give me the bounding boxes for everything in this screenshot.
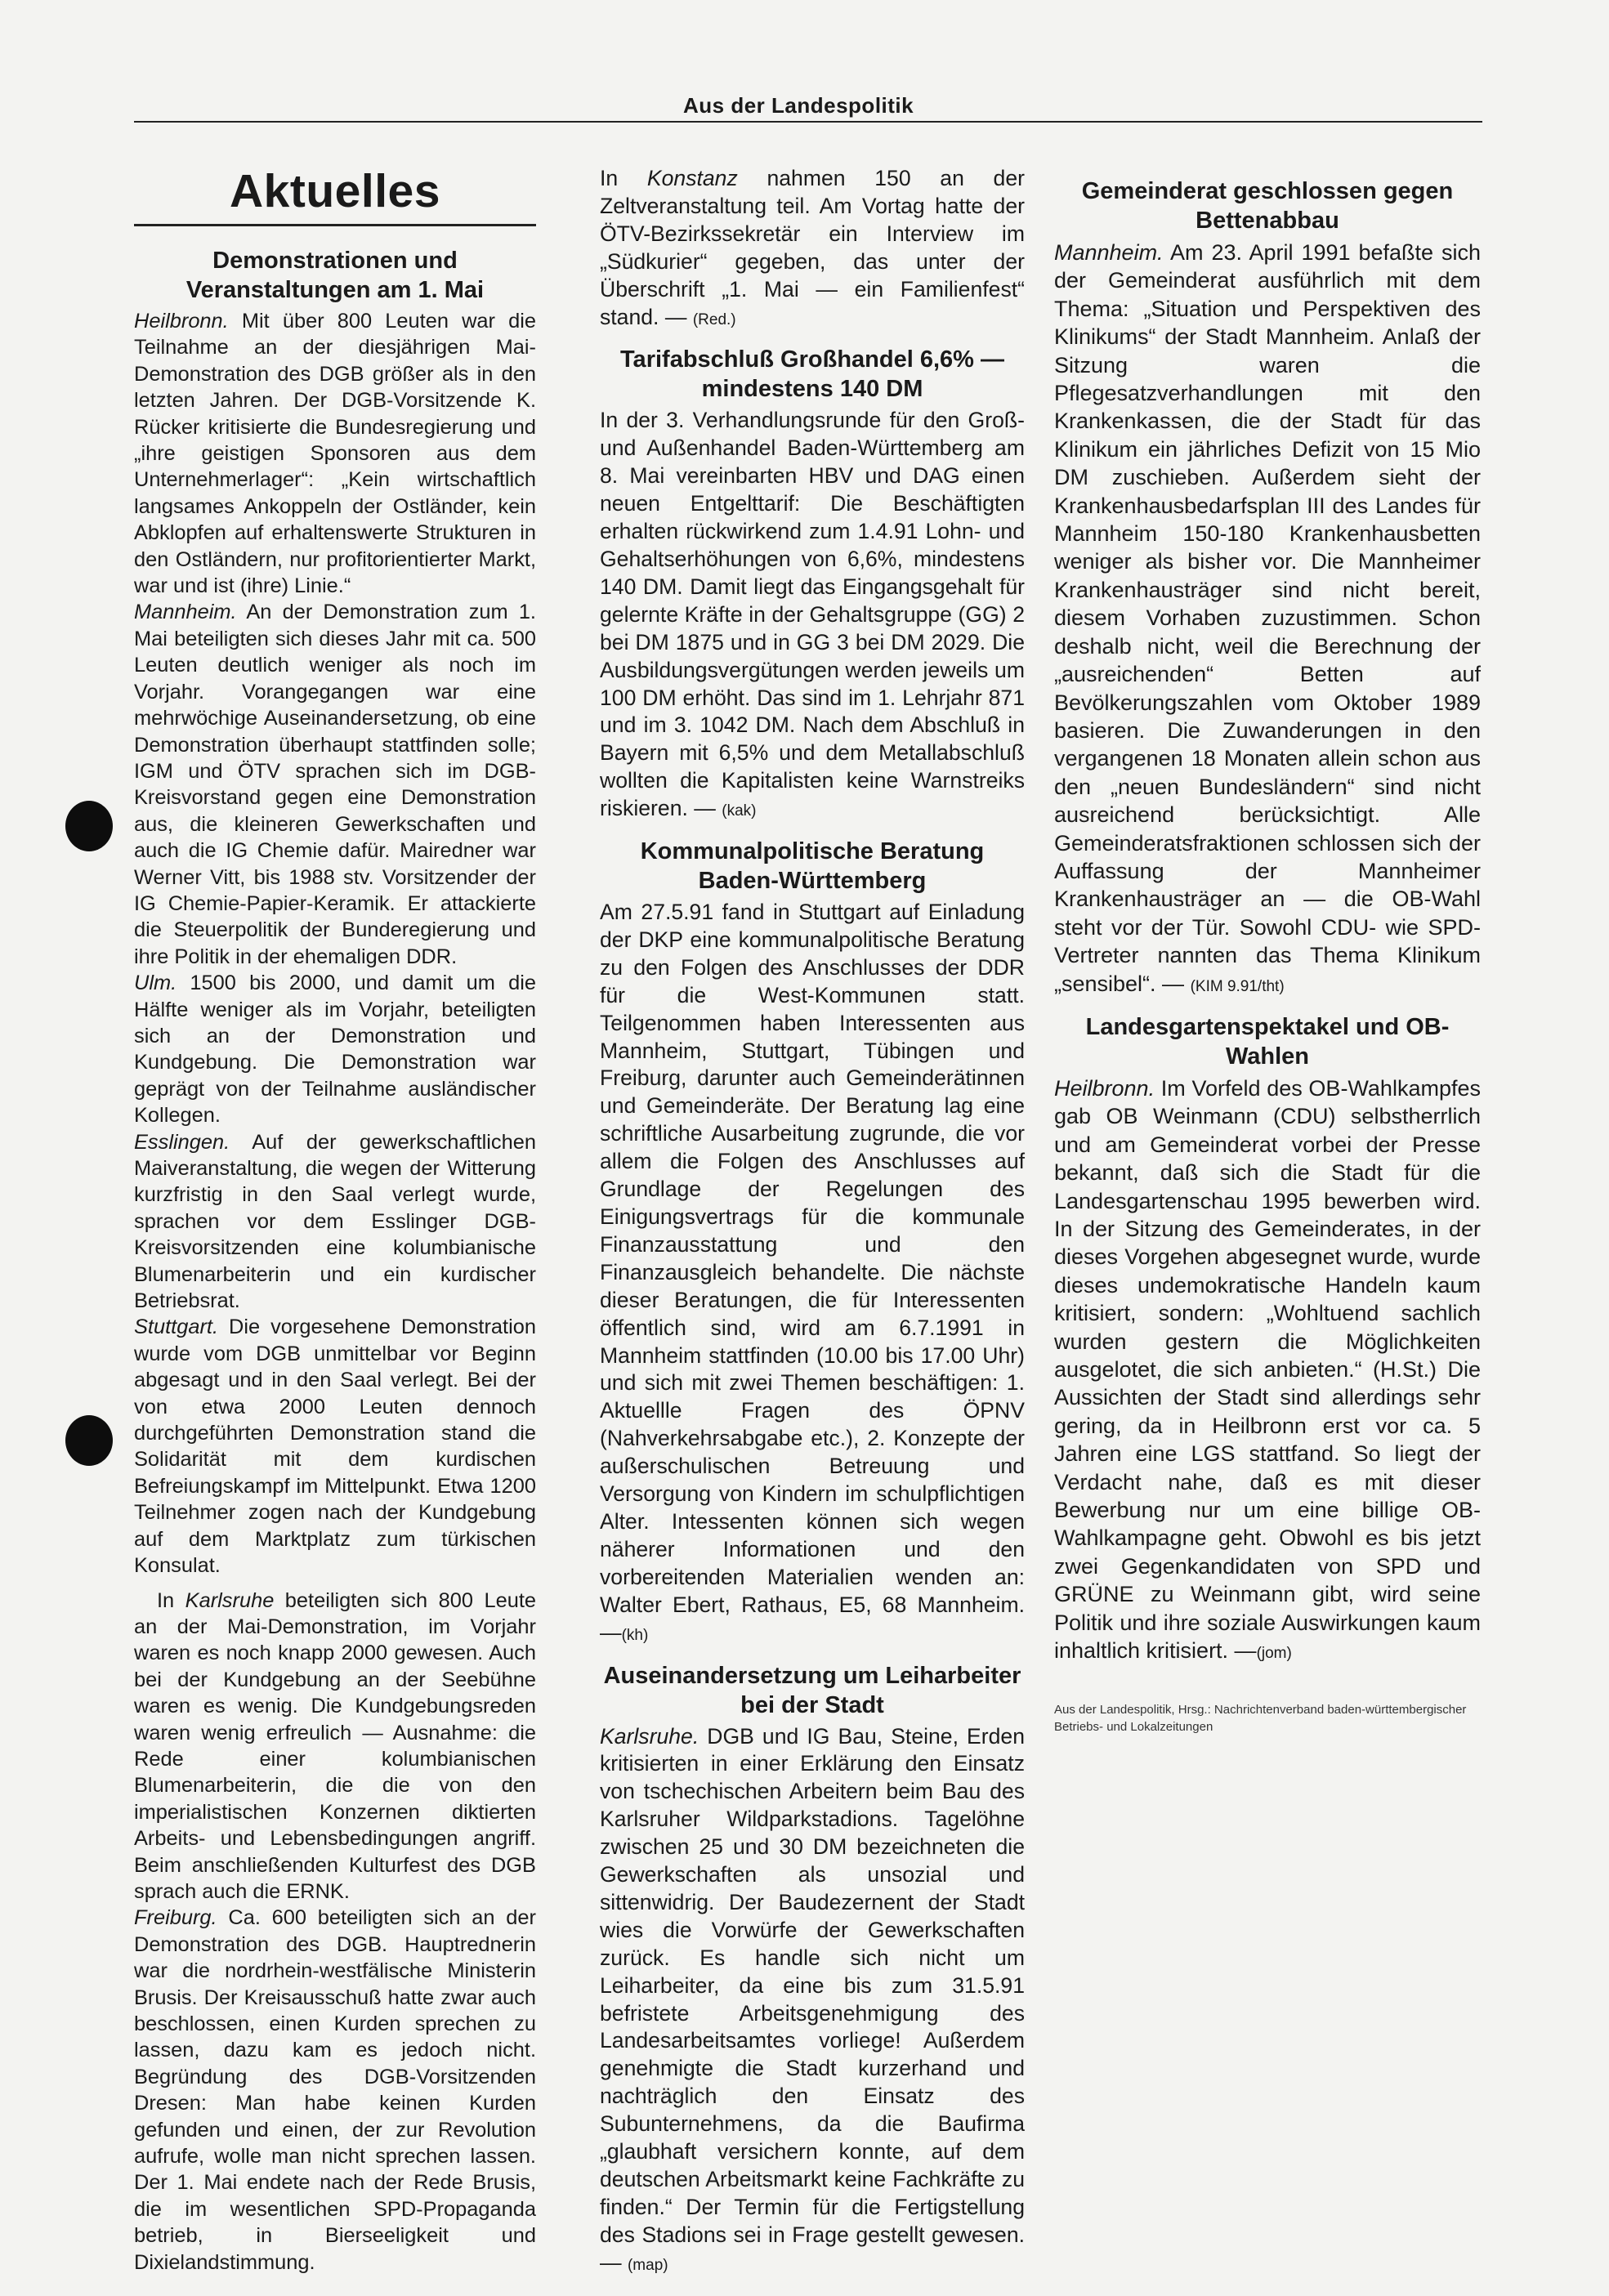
paragraph-text: beteiligten sich 800 Leute an der Mai-Demonstration, im Vorjahr waren es noch knapp 2000 gewesen. Auch bei der Kundgebung an der Seebühne waren es wenig. Die Kundgebungsreden waren wenig erfreulich — Ausnahme: die Rede einer kolumbianischen Blumenarbeiterin, die die von den imperialistischen Konzernen diktierten Arbeits- und Lebensbedingungen angriff. Beim anschließenden Kulturfest des DGB sprach auch die ERNK. <box>134 1588 537 1903</box>
column-1 <box>134 165 536 2276</box>
place-name: Mannheim. <box>1054 240 1164 265</box>
paragraph-text: Auf der gewerkschaftlichen Maiveranstaltung, die wegen der Witterung kurzfristig in den Saal verlegt wurde, sprachen vor dem Esslinger DGB-Kreisvorsitzenden eine kolumbianische Blumenarbeiterin und ein kurdischer Betriebsrat. <box>134 1130 536 1313</box>
publisher-footnote: Aus der Landespolitik, Hrsg.: Nachrichtenverband baden-württembergischer Betriebs- und Lokalzeitungen <box>1054 1702 1467 1734</box>
paragraph <box>134 970 536 1128</box>
paragraph-text: 1500 bis 2000, und damit um die Hälfte weniger als im Vorjahr, beteiligten sich an der Demonstration und Kundgebung. Die Demonstration war geprägt von der Teilnahme ausländischer Kollegen. <box>134 972 536 1128</box>
author-signature: (kh) <box>621 1626 649 1644</box>
paragraph <box>600 165 1025 333</box>
paragraph <box>1054 1074 1481 1668</box>
paragraph-text: Ca. 600 beteiligten sich an der Demonstration des DGB. Hauptrednerin war die nordrhein-westfälische Ministerin Brusis. Der Kreisausschuß hatte zwar auch beschlossen, einen Kurden sprechen zu lassen, dazu kam es jedoch nicht. Begründung des DGB-Vorsitzenden Dresen: Man habe keinen Kurden gefunden und einen, der zur Revolution aufrufe, wolle man nicht sprechen lassen. Der 1. Mai endete nach der Rede Brusis, die im wesentlichen SPD-Propaganda betrieb, in Bierseeligkeit und Dixielandstimmung. <box>134 1906 536 2274</box>
column-3 <box>1054 165 1481 1735</box>
paragraph-pre: In <box>157 1588 185 1612</box>
paragraph-text: Mit über 800 Leuten war die Teilnahme an der diesjährigen Mai-Demonstration des DGB größer als in den letzten Jahren. Der DGB-Vorsitzende K. Rücker kritisierte die Bundesregierung und „ihre geistigen Sponsoren aus dem Unternehmerlager“: „Kein wirtschaftlich langsames Ankoppeln der Ostländer, kein Abklopfen auf erhaltenswerte Strukturen in den Ostländern, nur profitorientierter Markt, war und ist (ihre) Linie.“ <box>134 310 536 598</box>
paragraph-text: In der 3. Verhandlungsrunde für den Groß- und Außenhandel Baden-Württemberg am 8. Mai vereinbarten HBV und DAG einen neuen Entgelttarif: Die Beschäftigten erhalten rückwirkend zum 1.4.91 Lohn- und Gehaltserhöhungen von 6,6%, mindestens 140 DM. Damit liegt das Eingangsgehalt für gelernte Kräfte in der Gehaltsgruppe (GG) 2 bei DM 1875 und in GG 3 bei DM 2029. Die Ausbildungsvergütungen werden jeweils um 100 DM erhöht. Das sind im 1. Lehrjahr 871 und im 3. 1042 DM. Nach dem Abschluß in Bayern mit 6,5% und dem Metallabschluß wollten die Kapitalisten keine Warnstreiks riskieren. — <box>600 408 1025 821</box>
author-signature: (Red.) <box>692 310 736 328</box>
place-name: Esslingen. <box>134 1130 230 1154</box>
article-headline: Landesgartenspektakel und OB-Wahlen <box>1085 1013 1450 1070</box>
paragraph <box>134 599 536 970</box>
section-title: Aktuelles <box>230 165 440 217</box>
paragraph-text: Am 27.5.91 fand in Stuttgart auf Einladung der DKP eine kommunalpolitische Beratung zu den Folgen des Anschlusses der DDR für die West-Kommunen statt. Teilgenommen haben Interessenten aus Mannheim, Stuttgart, Tübingen und Freiburg, darunter auch Gemeinderätinnen und Gemeinderäte. Der Beratung lag eine schriftliche Ausarbeitung zugrunde, die vor allem die Folgen des Anschlusses auf Grundlage der Regelungen des Einigungsvertrags für die kommunale Finanzausstattung und den Finanzausgleich behandelte. Die nächste dieser Beratungen, die für Interessenten öffentlich sind, wird am 6.7.1991 in Mannheim stattfinden (10.00 bis 17.00 Uhr) und sich mit zwei Themen beschäftigen: 1. Aktuellle Fragen des ÖPNV (Nahverkehrsabgabe etc.), 2. Konzepte der außerschulischen Betreuung und Versorgung von Kindern im schulpflichtigen Alter. Intessenten können sich wegen näherer Informationen und den vorbereitenden Materialien wenden an: Walter Ebert, Rathaus, E5, 68 Mannheim. — <box>600 900 1025 1645</box>
paragraph <box>600 899 1025 1649</box>
place-name: Karlsruhe <box>185 1588 275 1612</box>
article-headline: Tarifabschluß Großhandel 6,6% — mindestens 140 DM <box>620 346 1004 403</box>
punch-hole <box>65 801 113 851</box>
paragraph <box>134 1905 536 2276</box>
paragraph-text: Am 23. April 1991 befaßte sich der Gemeinderat ausführlich mit dem Thema: „Situation und Perspektiven des Klinikums“ der Stadt Mannheim. Anlaß der Sitzung waren die Pflegesatzverhandlungen mit den Krankenkassen, die der Stadt für das Klinikum ein jährliches Defizit von 15 Mio DM zuschieben. Außerdem sieht der Krankenhausbedarfsplan III des Landes für Mannheim 150-180 Krankenhausbetten weniger als bisher vor. Die Mannheimer Krankenhausträger sind nicht bereit, diesem Vorhaben zuzustimmen. Schon deshalb nicht, weil die Berechnung der „ausreichenden“ Betten auf Bevölkerungszahlen vom Oktober 1989 basieren. Die Zuwanderungen in den vergangenen 18 Monaten allein schon aus den „neuen Bundesländern“ sind nicht ausreichend berücksichtigt. Alle Gemeinderatsfraktionen schlossen sich der Auffassung der Mannheimer Krankenhausträger an — die OB-Wahl steht vor der Tür. Sowohl CDU- wie SPD-Vertreter nannten das Thema Klinikum „sensibel“. — <box>1054 240 1481 996</box>
column-2 <box>600 165 1025 2280</box>
article-headline: Demonstrationen und Veranstaltungen am 1. Mai <box>185 248 485 303</box>
article-headline: Gemeinderat geschlossen gegen Bettenabbau <box>1081 178 1454 234</box>
paragraph <box>134 308 536 599</box>
paragraph <box>134 1129 536 1315</box>
place-name: Mannheim. <box>134 601 237 624</box>
paragraph-text: Die vorgesehene Demonstration wurde vom DGB unmittelbar vor Beginn abgesagt und in den Saal verlegt. Bei der von etwa 2000 Leuten dennoch durchgeführten Demonstration stand die Solidarität mit dem kurdischen Befreiungskampf im Mittelpunkt. Etwa 1200 Teilnehmer zogen nach der Kundgebung auf dem Marktplatz zum türkischen Konsulat. <box>134 1316 536 1578</box>
place-name: Heilbronn. <box>134 310 229 333</box>
place-name: Freiburg. <box>134 1906 217 1930</box>
paragraph-text: nahmen 150 an der Zeltveranstaltung teil. Am Vortag hatte der ÖTV-Bezirkssekretär ein Interview im „Südkurier“ gegeben, das unter der Überschrift „1. Mai — ein Familienfest“ stand. — <box>600 166 1025 329</box>
paragraph-text: Im Vorfeld des OB-Wahlkampfes gab OB Weinmann (CDU) selbstherrlich und am Gemeinderat vorbei der Presse bekannt, daß sich die Stadt für die Landesgartenschau 1995 bewerben wird. In der Sitzung des Gemeinderates, in der dieses Vorgehen abgesegnet wurde, wurde dieses undemokratische Handeln kaum kritisiert, sondern: „Wohltuend sachlich wurden gestern die Möglichkeiten ausgelotet, die sich anbieten.“ (H.St.) Die Aussichten der Stadt sind allerdings sehr gering, da in Heilbronn erst vor ca. 5 Jahren eine LGS stattfand. So liegt der Verdacht nahe, daß es mit dieser Bewerbung nur um eine billige OB-Wahlkampagne geht. Obwohl es bis jetzt zwei Gegenkandidaten von SPD und GRÜNE zu Weinmann gibt, wird seine Politik und ihre soziale Auswirkungen kaum inhaltlich kritisiert. — <box>1054 1075 1481 1664</box>
author-signature: (jom) <box>1256 1645 1292 1663</box>
paragraph <box>134 1588 536 1905</box>
place-name: Heilbronn. <box>1054 1075 1155 1101</box>
place-name: Konstanz <box>646 166 738 190</box>
author-signature: (kak) <box>722 802 757 820</box>
place-name: Ulm. <box>134 972 177 995</box>
article-headline: Auseinandersetzung um Leiharbeiter bei der Stadt <box>603 1662 1021 1718</box>
place-name: Stuttgart. <box>134 1316 219 1339</box>
running-header: Aus der Landespolitik <box>683 93 914 118</box>
paragraph <box>1054 239 1481 1001</box>
section-rule <box>134 224 536 226</box>
paragraph <box>600 1723 1025 2280</box>
paragraph-text: An der Demonstration zum 1. Mai beteiligten sich dieses Jahr mit ca. 500 Leuten deutlich weniger als noch im Vorjahr. Vorangegangen war eine mehrwöchige Auseinandersetzung, ob eine Demonstration überhaupt stattfinden solle; IGM und ÖTV sprachen sich im DGB-Kreisvorstand gegen eine Demonstration aus, die kleineren Gewerkschaften und auch die IG Chemie dafür. Mairedner war Werner Vitt, bis 1988 stv. Vorsitzender der IG Chemie-Papier-Keramik. Er attackierte die Steuerpolitik der Bunderegierung und ihre Politik in der ehemaligen DDR. <box>134 601 536 968</box>
punch-hole <box>65 1415 113 1466</box>
paragraph <box>134 1314 536 1579</box>
header-rule <box>134 121 1482 123</box>
paragraph <box>600 407 1025 825</box>
author-signature: (map) <box>627 2256 668 2274</box>
paragraph-pre: In <box>600 166 647 190</box>
paragraph-text: DGB und IG Bau, Steine, Erden kritisierten in einer Erklärung den Einsatz von tschechischen Arbeitern beim Bau des Karlsruher Wildparkstadions. Tagelöhne zwischen 25 und 30 DM bezeichneten die Gewerkschaften als unsozial und sittenwidrig. Der Baudezernent der Stadt wies die Vorwürfe der Gewerkschaften zurück. Es handle sich nicht um Leiharbeiter, da eine bis zum 31.5.91 befristete Arbeitsgenehmigung des Landesarbeitsamtes vorliege! Außerdem genehmigte die Stadt kurzerhand und nachträglich den Einsatz des Subunternehmens, da die Baufirma „glaubhaft versichern konnte, auf dem deutschen Arbeitsmarkt keine Fachkräfte zu finden.“ Der Termin für die Fertigstellung des Stadions sei in Frage gestellt gewesen. — <box>600 1723 1025 2275</box>
place-name: Karlsruhe. <box>600 1723 699 1749</box>
author-signature: (KIM 9.91/tht) <box>1190 977 1285 995</box>
article-headline: Kommunalpolitische Beratung Baden-Württemberg <box>640 838 985 895</box>
